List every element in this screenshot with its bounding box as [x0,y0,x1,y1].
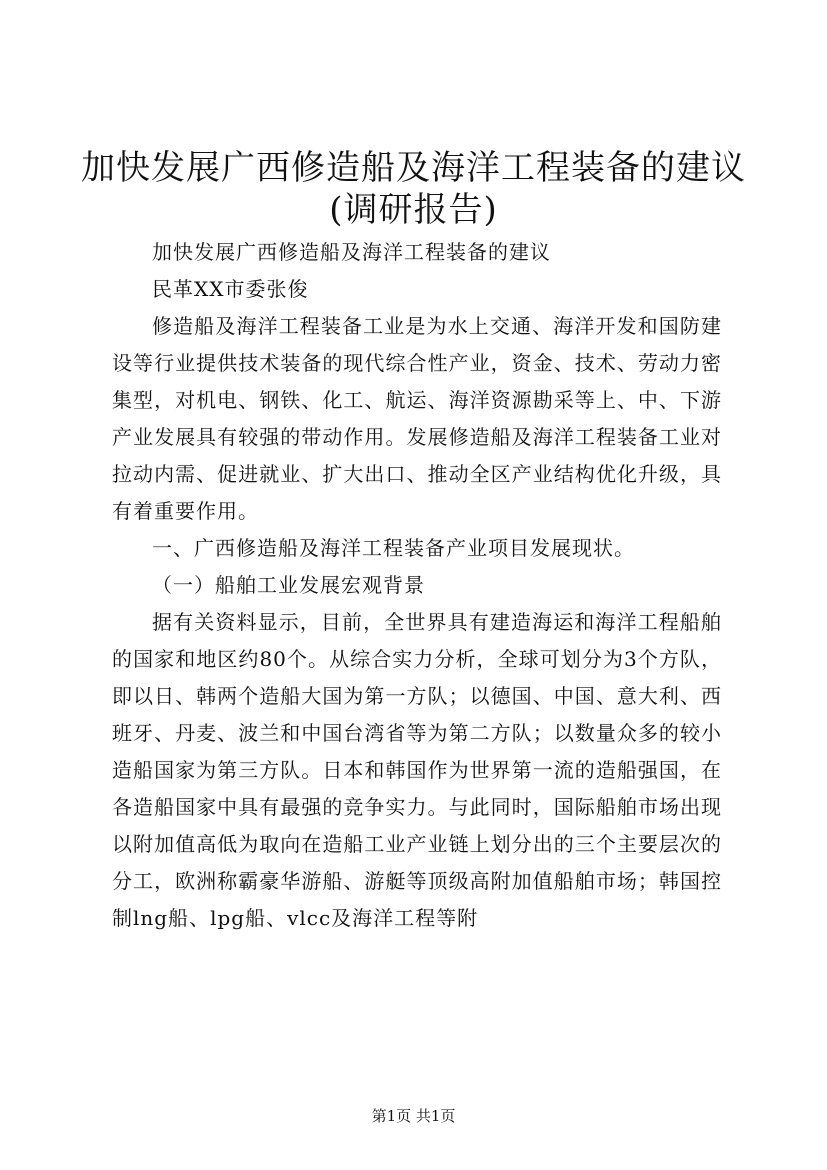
paragraph-intro: 修造船及海洋工程装备工业是为水上交通、海洋开发和国防建设等行业提供技术装备的现代综合性产业，资金、技术、劳动力密集型，对机电、钢铁、化工、航运、海洋资源勘采等上、中、下游产业发展具有较强的带动作用。发展修造船及海洋工程装备工业对拉动内需、促进就业、扩大出口、推动全区产业结构优化升级，具有着重要作用。 [112,314,722,523]
subsection-heading: （一）船舶工业发展宏观背景 [152,573,425,597]
document-title: 加快发展广西修造船及海洋工程装备的建议 [81,148,746,188]
document-subtitle: (调研报告) [329,190,498,230]
page-footer: 第1页 共1页 [371,1107,456,1125]
paragraph-background: 据有关资料显示，目前，全世界具有建造海运和海洋工程船舶的国家和地区约80个。从综合实力分析，全球可划分为3个方队，即以日、韩两个造船大国为第一方队；以德国、中国、意大利、西班牙、丹麦、波兰和中国台湾省等为第二方队；以数量众多的较小造船国家为第三方队。日本和韩国作为世界第一流的造船强国，在各造船国家中具有最强的竞争实力。与此同时，国际船舶市场出现以附加值高低为取向在造船工业产业链上划分出的三个主要层次的分工，欧洲称霸豪华游船、游艇等顶级高附加值船舶市场；韩国控制lng船、lpg船、vlcc及海洋工程等附 [112,610,722,930]
paragraph-heading: 加快发展广西修造船及海洋工程装备的建议 [152,240,551,264]
section-heading: 一、广西修造船及海洋工程装备产业项目发展现状。 [152,536,635,560]
document-body [112,234,722,937]
paragraph-author: 民革XX市委张俊 [152,277,309,301]
